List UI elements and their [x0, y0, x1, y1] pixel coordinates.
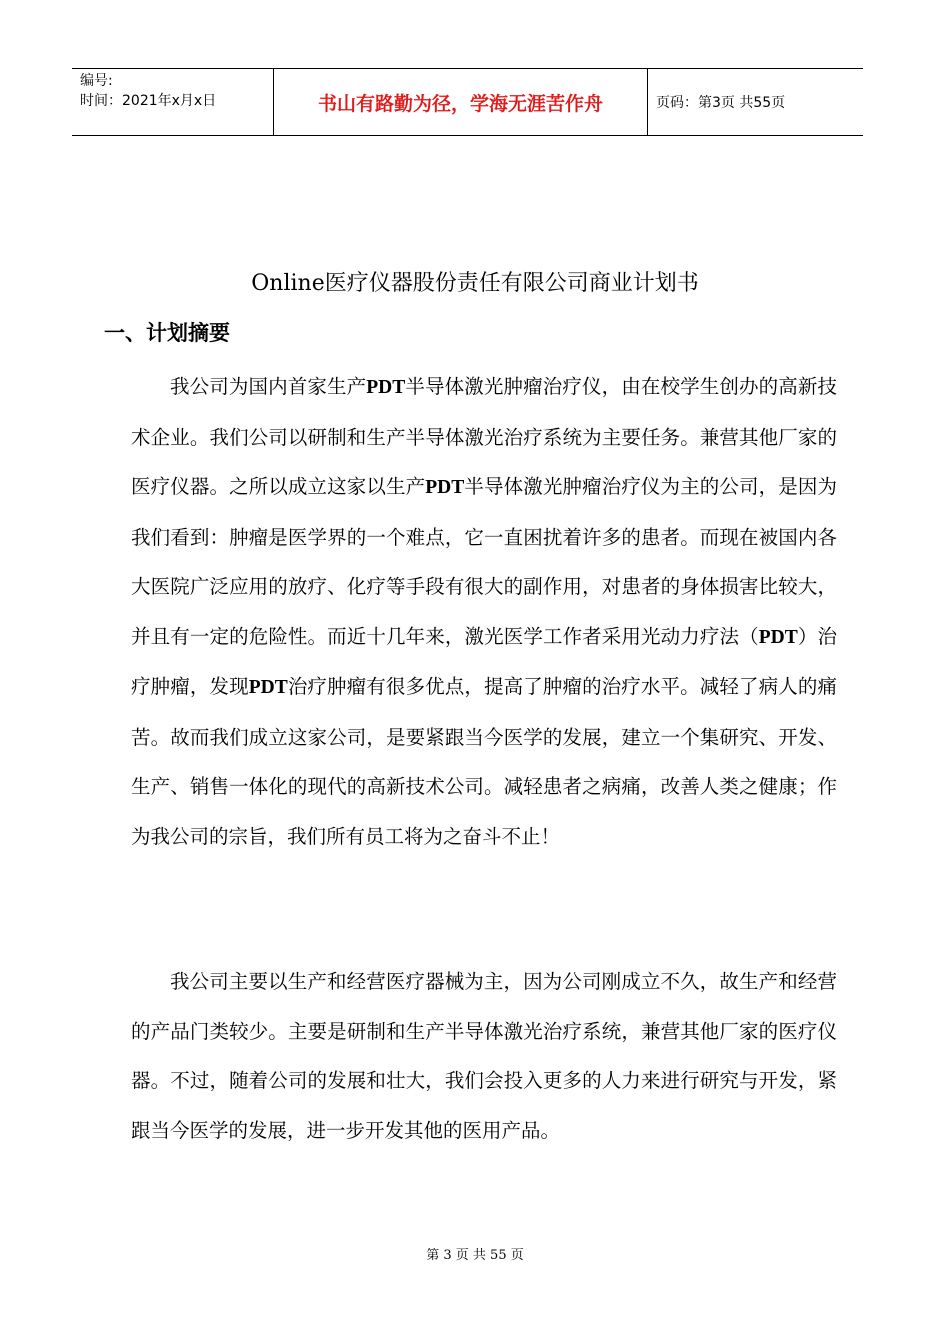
page-footer: 第 3 页 共 55 页: [426, 1248, 524, 1263]
p1-bold-3: PDT: [758, 626, 798, 648]
p1-text-4: ）治疗肿瘤，发现: [131, 624, 837, 698]
p1-text-1: 我公司为国内首家生产: [170, 375, 367, 398]
header-page-info: 页码：第3页 共55页: [656, 95, 786, 111]
page-header: [72, 68, 863, 136]
p1-text-3: 半导体激光肿瘤治疗仪为主的公司，是因为我们看到：肿瘤是医学界的一个难点，它一直困扰着许多的患者。而现在被国内各大医院广泛应用的放疗、化疗等手段有很大的副作用，对患者的身体损害比较大，并且有一定的危险性。而近十几年来，激光医学工作者采用光动力疗法（: [131, 475, 837, 648]
document-title: Online医疗仪器股份责任有限公司商业计划书: [251, 271, 699, 296]
paragraph-1: [131, 362, 837, 861]
p1-bold-4: PDT: [248, 677, 288, 698]
p1-text-5: 治疗肿瘤有很多优点，提高了肿瘤的治疗水平。减轻了病人的痛苦。故而我们成立这家公司，是要紧跟当今医学的发展，建立一个集研究、开发、生产、销售一体化的现代的高新技术公司。减轻患者之病痛，改善人类之健康；作为我公司的宗旨，我们所有员工将为之奋斗不止！: [131, 675, 837, 848]
section-heading: 一、计划摘要: [104, 321, 230, 345]
paragraph-2-container: [131, 957, 837, 1155]
p1-bold-1: PDT: [366, 377, 406, 398]
p1-bold-2: PDT: [425, 477, 465, 498]
header-motto: 书山有路勤为径，学海无涯苦作舟: [274, 69, 648, 135]
header-meta: [72, 69, 274, 135]
paragraph-1-container: [131, 362, 837, 861]
number-label: 编号:: [80, 73, 113, 89]
p1-text-2: 半导体激光肿瘤治疗仪，由在校学生创办的高新技术企业。我们公司以研制和生产半导体激光治疗系统为主要任务。兼营其他厂家的医疗仪器。之所以成立这家以生产: [131, 375, 837, 498]
time-label: 时间：2021年x月x日: [80, 93, 217, 109]
paragraph-2: 我公司主要以生产和经营医疗器械为主，因为公司刚成立不久，故生产和经营的产品门类较少。主要是研制和生产半导体激光治疗系统，兼营其他厂家的医疗仪器。不过，随着公司的发展和壮大，我们会投入更多的人力来进行研究与开发，紧跟当今医学的发展，进一步开发其他的医用产品。: [131, 970, 837, 1142]
